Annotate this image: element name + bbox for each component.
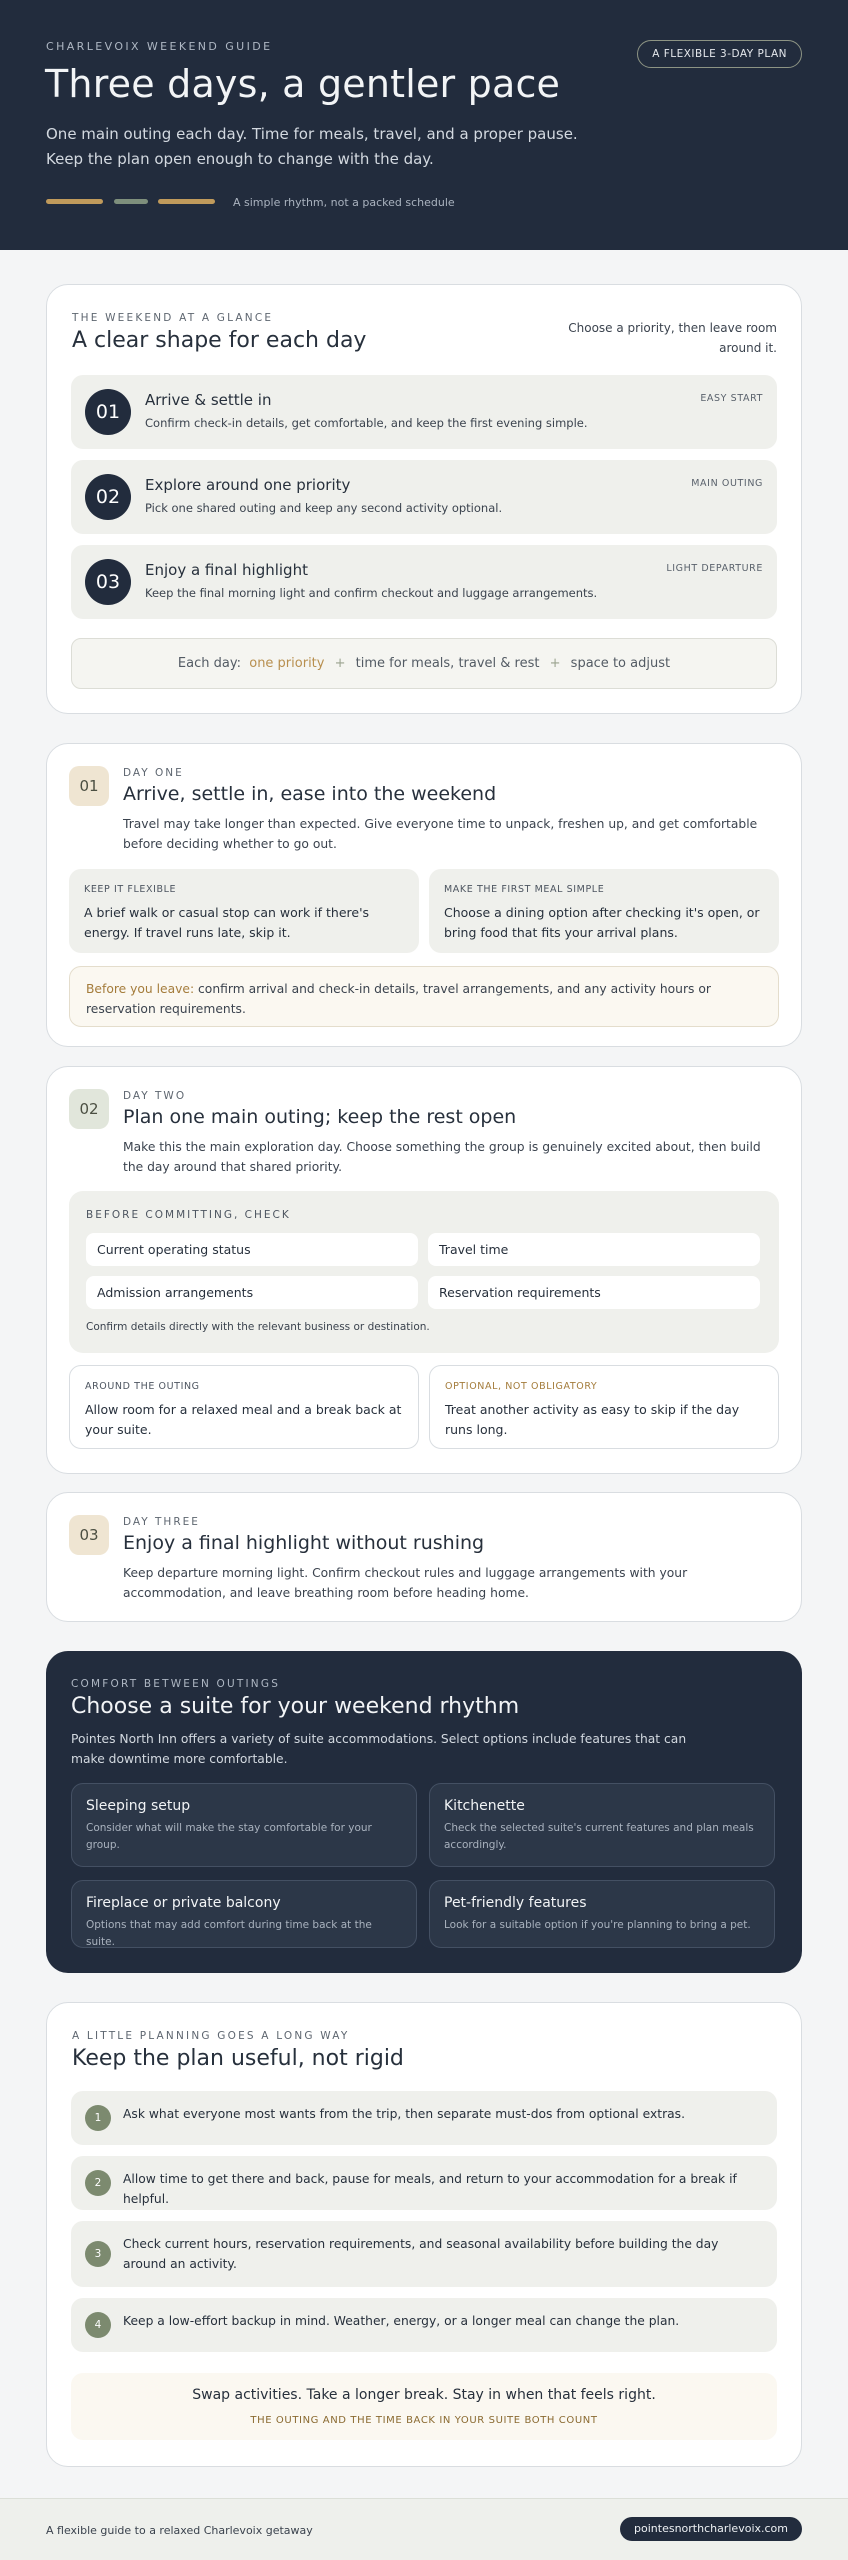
row-tag: LIGHT DEPARTURE (666, 563, 763, 574)
before-you-leave-body: confirm arrival and check-in details, travel arrangements, and any activity hours or reservation requirements. (86, 982, 711, 1016)
suite-feature-fireplace (71, 1880, 417, 1948)
row-title: Arrive & settle in (145, 391, 272, 409)
suite-feature-title: Fireplace or private balcony (86, 1895, 281, 1911)
page-footer (0, 2498, 848, 2560)
suite-feature-title: Pet-friendly features (444, 1895, 587, 1911)
glance-title: A clear shape for each day (72, 328, 367, 353)
tip-text: Treat another activity as easy to skip if the day runs long. (445, 1402, 740, 1437)
day-intro: Make this the main exploration day. Choose something the group is genuinely excited about, then build the day around that shared priority. (123, 1140, 761, 1174)
suite-feature-pet-friendly (429, 1880, 775, 1948)
day-title: Plan one main outing; keep the rest open (123, 1106, 517, 1128)
step-text: Allow time to get there and back, pause for meals, and return to your accommodation for a break if helpful. (123, 2172, 737, 2206)
plus-separator: + (549, 656, 561, 671)
suite-feature-desc: Options that may add comfort during time back at the suite. (86, 1919, 372, 1948)
planning-step (71, 2091, 777, 2145)
swap-main-text: Swap activities. Take a longer break. Stay in when that feels right. (192, 2387, 656, 2403)
day-number-circle: 01 (85, 389, 131, 435)
tip-keep-flexible (69, 869, 419, 953)
footer-text: A flexible guide to a relaxed Charlevoix getaway (46, 2524, 313, 2537)
suite-options-card (46, 1651, 802, 1973)
day-intro: Keep departure morning light. Confirm checkout rules and luggage arrangements with your accommodation, and leave breathing room before heading home. (123, 1566, 688, 1600)
tip-label: AROUND THE OUTING (85, 1381, 200, 1392)
glance-row-day-one (71, 375, 777, 449)
step-number: 1 (85, 2105, 111, 2131)
hero-subtitle: One main outing each day. Time for meals, travel, and a proper pause. Keep the plan open enough to change with the day. (46, 125, 578, 168)
check-label: BEFORE COMMITTING, CHECK (86, 1209, 291, 1221)
tip-label: KEEP IT FLEXIBLE (84, 884, 177, 895)
day-title: Enjoy a final highlight without rushing (123, 1532, 485, 1554)
hero-header (0, 0, 848, 250)
plan-badge: A FLEXIBLE 3-DAY PLAN (637, 40, 802, 68)
rhythm-bar-sage (114, 199, 148, 204)
planning-title: Keep the plan useful, not rigid (72, 2046, 404, 2071)
tip-around-outing (69, 1365, 419, 1449)
row-description: Pick one shared outing and keep any second activity optional. (145, 501, 503, 515)
suite-feature-kitchenette (429, 1783, 775, 1867)
tip-label: OPTIONAL, NOT OBLIGATORY (445, 1381, 598, 1392)
each-day-lead: Each day: (177, 656, 241, 671)
step-text: Keep a low-effort backup in mind. Weather, energy, or a longer meal can change the plan. (123, 2314, 680, 2328)
tip-text: Allow room for a relaxed meal and a break back at your suite. (85, 1402, 402, 1437)
before-committing-panel (69, 1191, 779, 1353)
each-day-adjust: space to adjust (570, 656, 671, 671)
suite-feature-sleeping (71, 1783, 417, 1867)
check-note: Confirm details directly with the relevant business or destination. (86, 1321, 430, 1333)
glance-row-day-two (71, 460, 777, 534)
day-label: DAY THREE (123, 1516, 200, 1528)
check-item: Current operating status (86, 1233, 418, 1266)
swap-activities-note (71, 2373, 777, 2440)
glance-row-day-three (71, 545, 777, 619)
weekend-glance-card (46, 284, 802, 714)
glance-eyebrow: THE WEEKEND AT A GLANCE (72, 312, 274, 324)
hero-eyebrow: CHARLEVOIX WEEKEND GUIDE (46, 40, 273, 53)
check-item: Admission arrangements (86, 1276, 418, 1309)
rhythm-bar-gold (46, 199, 103, 204)
page-title: Three days, a gentler pace (45, 62, 561, 106)
suite-feature-title: Kitchenette (444, 1798, 525, 1814)
plus-separator: + (334, 656, 346, 671)
day-title: Arrive, settle in, ease into the weekend (123, 783, 497, 805)
row-tag: MAIN OUTING (691, 478, 763, 489)
each-day-summary (71, 638, 777, 689)
day-one-card (46, 743, 802, 1047)
each-day-meals: time for meals, travel & rest (355, 656, 540, 671)
each-day-priority: one priority (249, 656, 325, 671)
glance-note: Choose a priority, then leave room around it. (568, 321, 777, 355)
step-number: 4 (85, 2312, 111, 2338)
row-description: Confirm check-in details, get comfortable, and keep the first evening simple. (145, 416, 588, 430)
planning-tips-card (46, 2002, 802, 2467)
rhythm-bar-gold (158, 199, 215, 204)
step-text: Check current hours, reservation requirements, and seasonal availability before building the day around an activity. (123, 2237, 719, 2271)
planning-step (71, 2298, 777, 2352)
tip-text: A brief walk or casual stop can work if there's energy. If travel runs late, skip it. (84, 905, 370, 940)
day-number-circle: 03 (85, 559, 131, 605)
suites-title: Choose a suite for your weekend rhythm (71, 1694, 520, 1719)
day-two-card (46, 1066, 802, 1474)
day-badge: 02 (69, 1089, 109, 1129)
suite-feature-desc: Consider what will make the stay comfortable for your group. (86, 1822, 372, 1851)
suites-eyebrow: COMFORT BETWEEN OUTINGS (71, 1678, 281, 1690)
before-you-leave-lead: Before you leave: (86, 982, 195, 996)
day-label: DAY ONE (123, 767, 184, 779)
day-badge: 03 (69, 1515, 109, 1555)
tip-label: MAKE THE FIRST MEAL SIMPLE (444, 884, 605, 895)
day-intro: Travel may take longer than expected. Give everyone time to unpack, freshen up, and get comfortable before deciding whether to go out. (123, 817, 758, 851)
day-number-circle: 02 (85, 474, 131, 520)
tip-text: Choose a dining option after checking it's open, or bring food that fits your arrival plans. (444, 905, 760, 940)
planning-step (71, 2156, 777, 2210)
suites-intro: Pointes North Inn offers a variety of suite accommodations. Select options include features that can make downtime more comfortable. (71, 1732, 687, 1766)
planning-step (71, 2221, 777, 2287)
before-you-leave-note (69, 966, 779, 1027)
before-you-leave-text (86, 979, 756, 1019)
day-three-card (46, 1492, 802, 1622)
suite-feature-desc: Check the selected suite's current features and plan meals accordingly. (444, 1822, 754, 1851)
step-text: Ask what everyone most wants from the trip, then separate must-dos from optional extras. (123, 2107, 685, 2121)
row-tag: EASY START (700, 393, 763, 404)
day-label: DAY TWO (123, 1090, 187, 1102)
check-item: Reservation requirements (428, 1276, 760, 1309)
swap-sub-text: THE OUTING AND THE TIME BACK IN YOUR SUITE BOTH COUNT (250, 2415, 598, 2426)
check-item: Travel time (428, 1233, 760, 1266)
row-title: Enjoy a final highlight (145, 561, 308, 579)
row-description: Keep the final morning light and confirm checkout and luggage arrangements. (145, 586, 598, 600)
day-badge: 01 (69, 766, 109, 806)
suite-feature-title: Sleeping setup (86, 1798, 191, 1814)
row-title: Explore around one priority (145, 476, 351, 494)
step-number: 3 (85, 2241, 111, 2267)
website-link-button[interactable]: pointesnorthcharlevoix.com (620, 2517, 802, 2541)
suite-feature-desc: Look for a suitable option if you're planning to bring a pet. (444, 1919, 751, 1931)
tip-first-meal (429, 869, 779, 953)
rhythm-note: A simple rhythm, not a packed schedule (233, 196, 455, 209)
planning-eyebrow: A LITTLE PLANNING GOES A LONG WAY (72, 2030, 350, 2042)
step-number: 2 (85, 2170, 111, 2196)
tip-optional (429, 1365, 779, 1449)
